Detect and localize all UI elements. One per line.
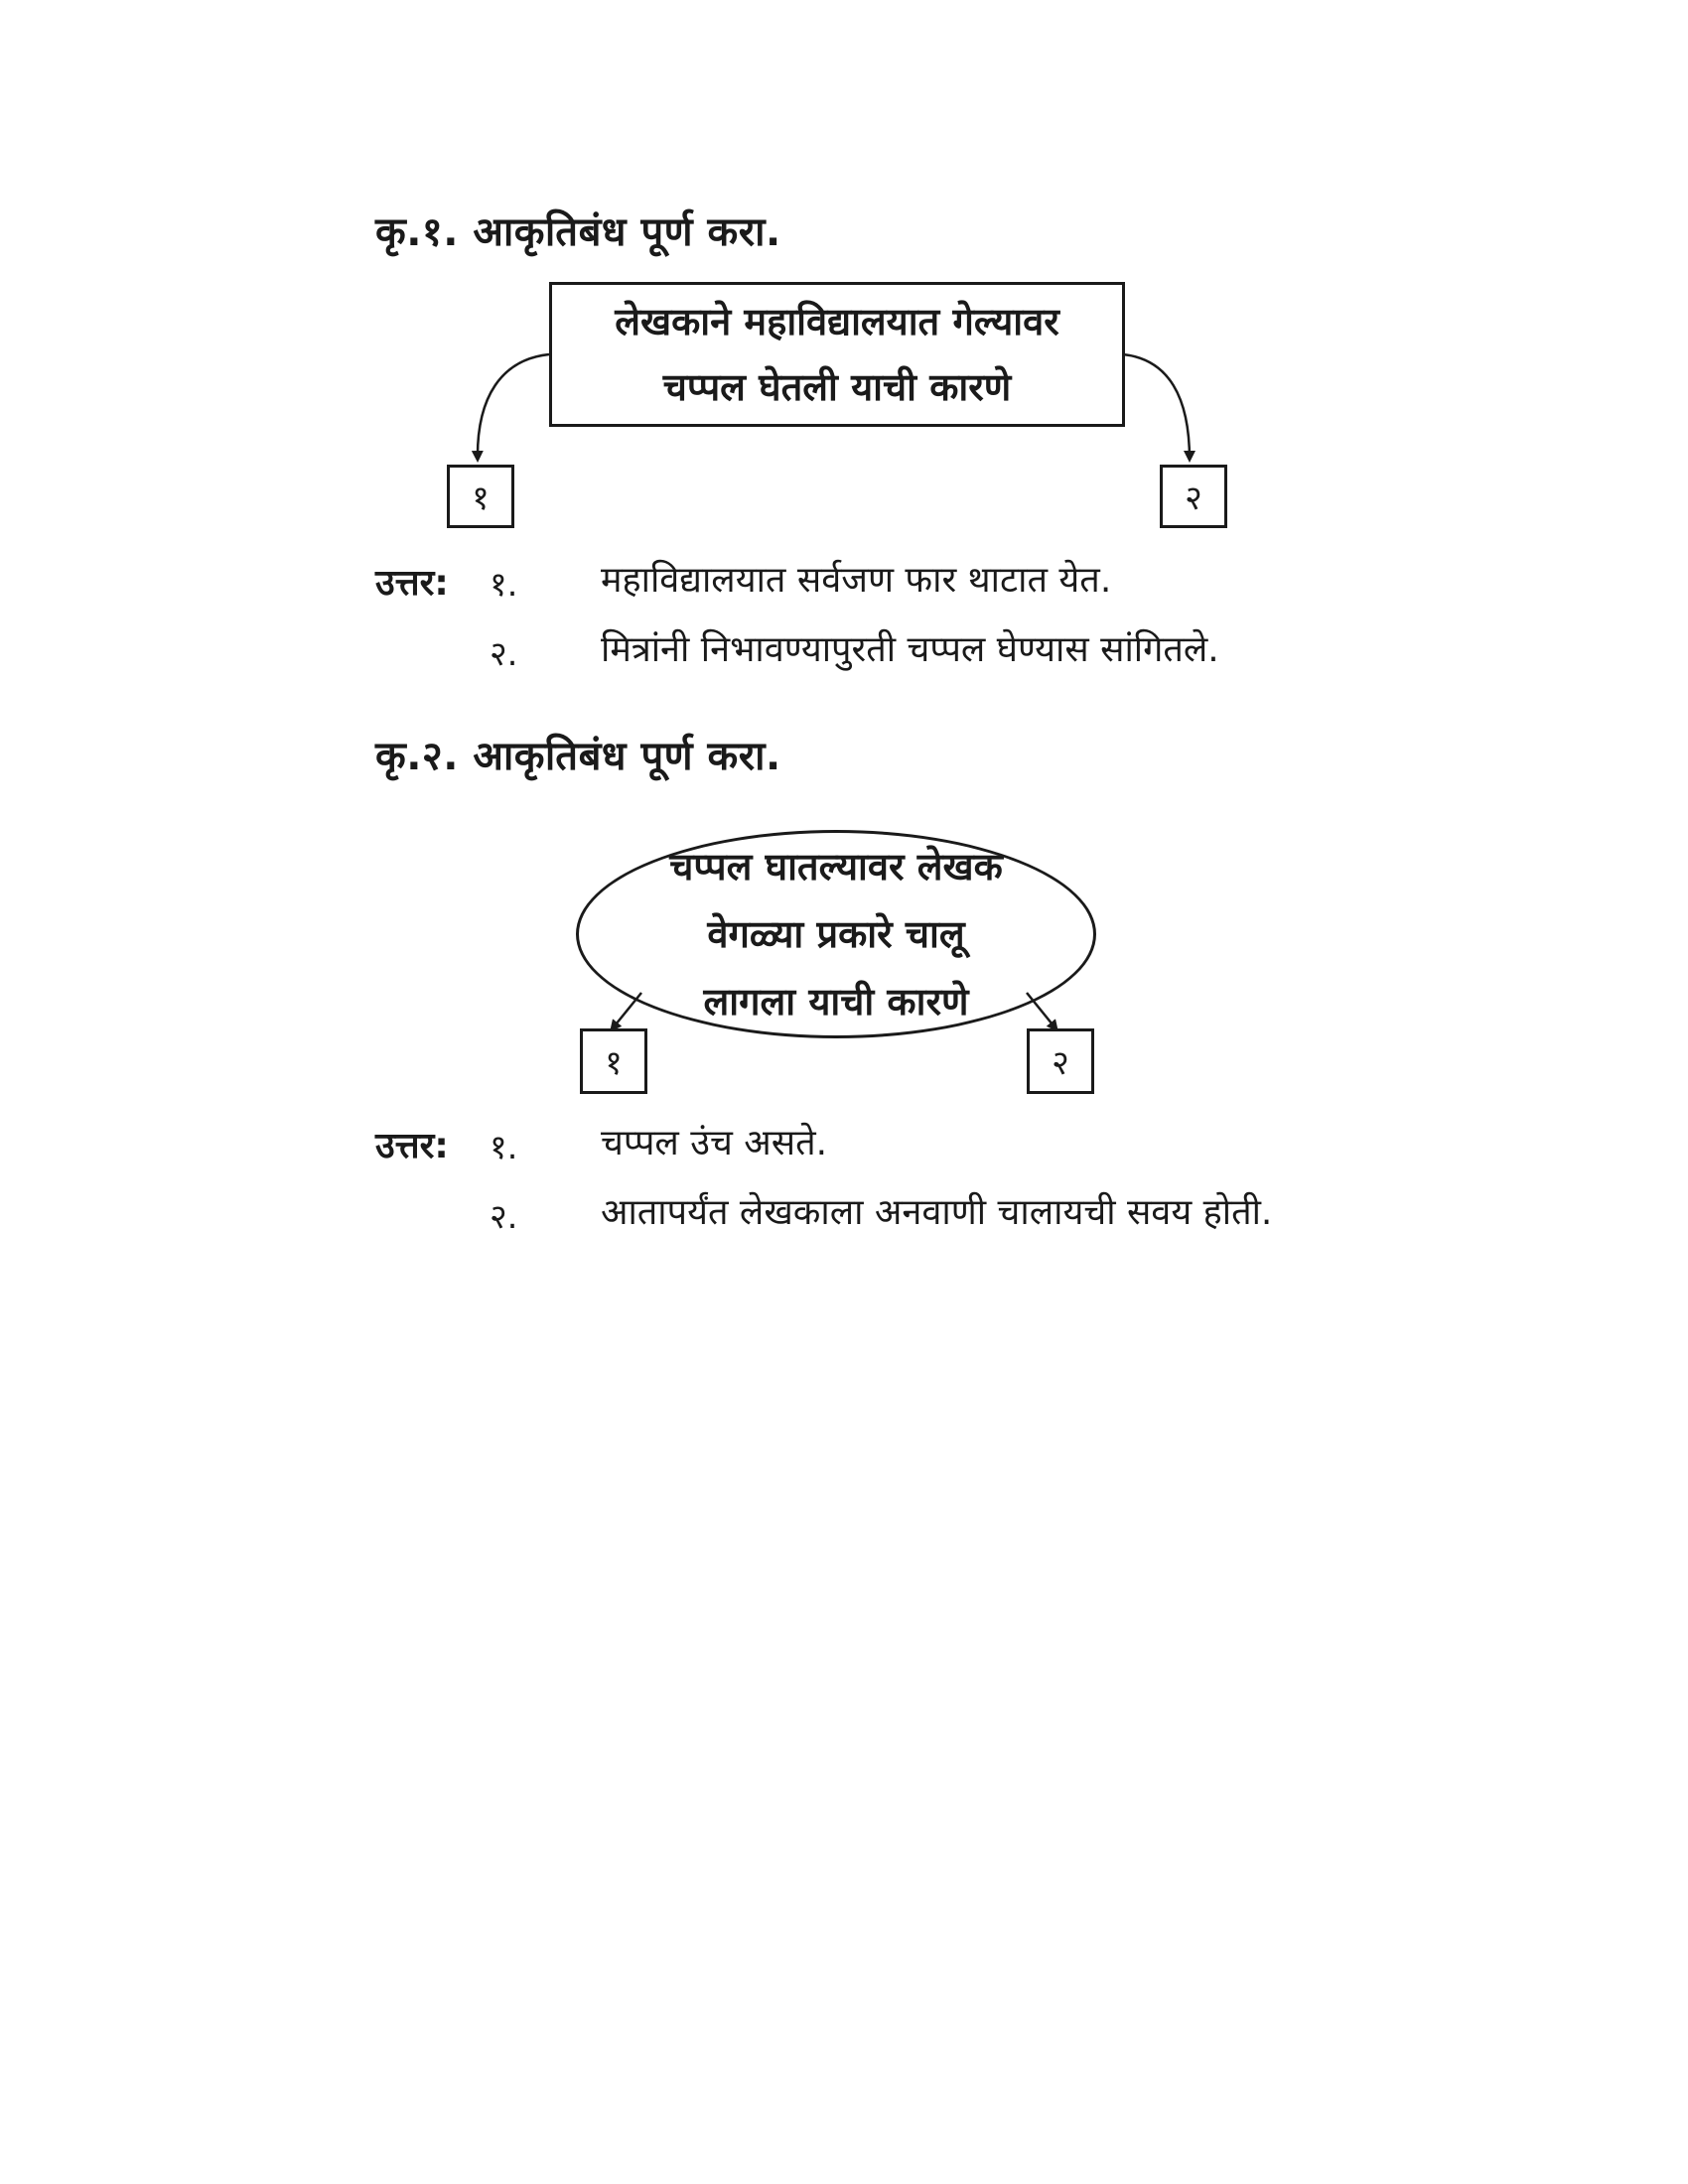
q2-blank-box-1: १ — [580, 1028, 647, 1094]
q2-answer-label: उत्तर: — [375, 1126, 449, 1166]
q2-answer-1-num: १. — [490, 1128, 518, 1167]
q1-answer-1-num: १. — [490, 565, 518, 605]
q1-blank-box-1: १ — [447, 465, 514, 528]
q2-answer-2-text: आतापर्यंत लेखकाला अनवाणी चालायची सवय होती. — [601, 1192, 1273, 1233]
q2-blank-box-2: २ — [1027, 1028, 1094, 1094]
q1-title: कृ.१. आकृतिबंध पूर्ण करा. — [375, 209, 781, 255]
q1-arrow-right — [1123, 354, 1190, 460]
q1-blank-box-2: २ — [1160, 465, 1227, 528]
q2-title: कृ.२. आकृतिबंध पूर्ण करा. — [375, 734, 781, 779]
q1-center-line-2: चप्पल घेतली याची कारणे — [662, 365, 1012, 409]
q2-center-oval — [576, 830, 1096, 1038]
q2-answer-2-num: २. — [490, 1197, 518, 1237]
q1-answer-label: उत्तर: — [375, 563, 449, 604]
q1-arrow-left — [478, 354, 549, 460]
q1-answer-2-num: २. — [490, 634, 518, 674]
q2-answer-1-text: चप्पल उंच असते. — [601, 1123, 828, 1163]
q1-answer-1-text: महाविद्यालयात सर्वजण फार थाटात येत. — [601, 560, 1112, 601]
q1-center-line-1: लेखकाने महाविद्यालयात गेल्यावर — [615, 300, 1059, 343]
q2-center-line-2: वेगळ्या प्रकारे चालू — [707, 912, 965, 956]
q1-center-box — [549, 282, 1125, 427]
q2-center-line-3: लागला याची कारणे — [703, 980, 969, 1024]
q1-answer-2-text: मित्रांनी निभावण्यापुरती चप्पल घेण्यास सांगितले. — [601, 629, 1219, 670]
q2-center-line-1: चप्पल घातल्यावर लेखक — [669, 845, 1003, 888]
